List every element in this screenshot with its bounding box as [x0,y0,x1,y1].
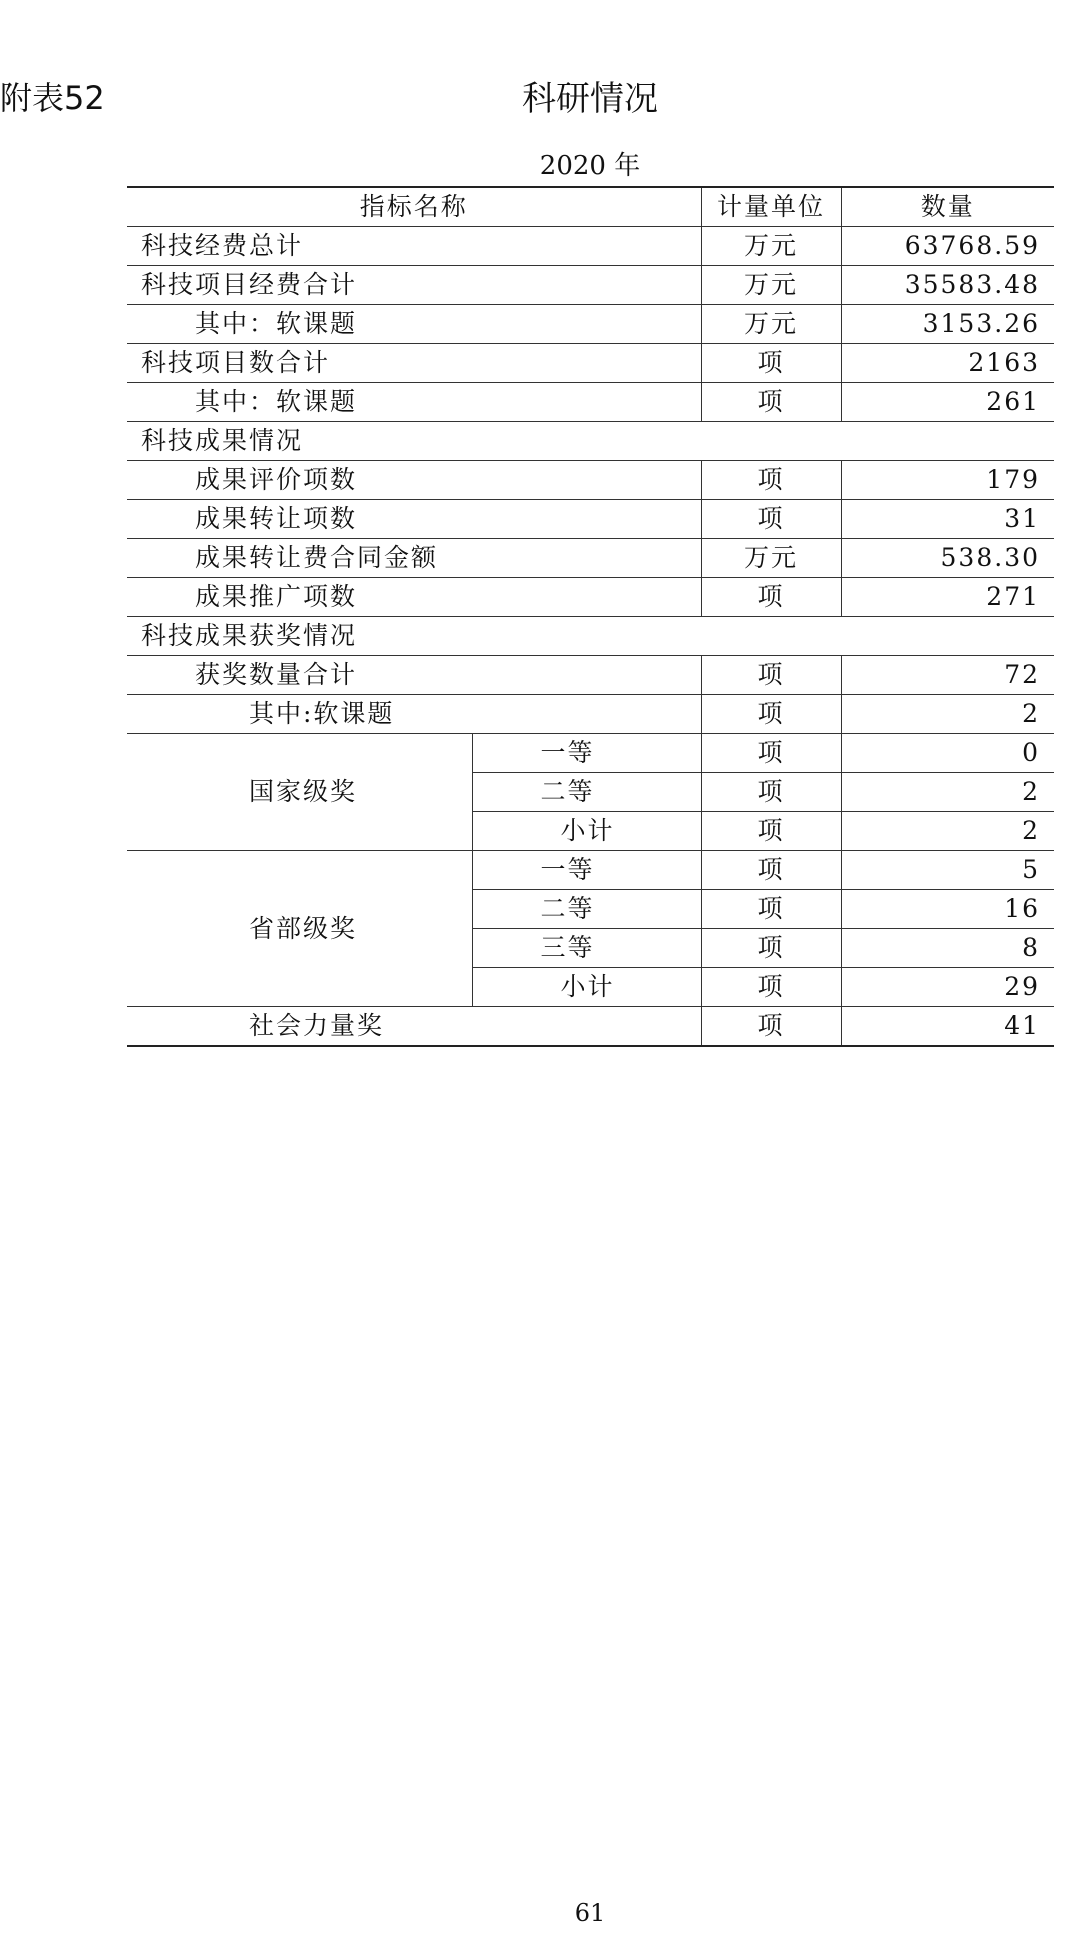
table-row [127,578,1054,617]
section-row [127,422,1054,461]
row-value: 2 [841,773,1054,812]
row-unit: 万元 [701,266,841,305]
row-value: 63768.59 [841,227,1054,266]
row-unit: 项 [701,344,841,383]
table-row [127,695,1054,734]
table-row [127,266,1054,305]
row-value: 179 [841,461,1054,500]
table-row [127,383,1054,422]
row-value: 2 [841,812,1054,851]
group-provincial-award: 省部级奖 [127,851,472,1007]
row-level: 二等 [472,773,701,812]
header-indicator-name: 指标名称 [127,187,701,227]
row-unit: 项 [701,773,841,812]
header-quantity: 数量 [841,187,1054,227]
table-row [127,734,1054,773]
research-stats-table [127,186,1054,1047]
row-level: 二等 [472,890,701,929]
table-row [127,851,1054,890]
row-unit: 项 [701,383,841,422]
row-unit: 项 [701,500,841,539]
row-name: 科技经费总计 [127,227,701,266]
page-number: 61 [574,1899,606,1927]
year-label: 2020 年 [539,151,641,181]
table-row [127,500,1054,539]
row-unit: 万元 [701,305,841,344]
table-row [127,344,1054,383]
row-unit: 项 [701,968,841,1007]
row-value: 261 [841,383,1054,422]
row-unit: 项 [701,890,841,929]
row-name: 获奖数量合计 [127,656,701,695]
row-name: 成果转让费合同金额 [127,539,701,578]
row-name: 成果转让项数 [127,500,701,539]
table-row [127,305,1054,344]
row-unit: 项 [701,812,841,851]
row-name: 其中：软课题 [127,305,701,344]
row-value: 16 [841,890,1054,929]
row-unit: 项 [701,1007,841,1047]
row-level: 三等 [472,929,701,968]
table-row [127,539,1054,578]
section-row [127,617,1054,656]
row-unit: 万元 [701,539,841,578]
row-unit: 项 [701,695,841,734]
row-value: 3153.26 [841,305,1054,344]
table-header-row [127,187,1054,227]
row-value: 538.30 [841,539,1054,578]
row-unit: 项 [701,929,841,968]
row-name: 科技项目经费合计 [127,266,701,305]
row-unit: 项 [701,461,841,500]
row-value: 31 [841,500,1054,539]
row-value: 5 [841,851,1054,890]
row-value: 0 [841,734,1054,773]
row-unit: 项 [701,851,841,890]
section-name: 科技成果情况 [127,422,1054,461]
row-unit: 项 [701,578,841,617]
row-name: 成果评价项数 [127,461,701,500]
row-level: 小计 [472,812,701,851]
page-title: 科研情况 [522,79,658,119]
row-name: 社会力量奖 [127,1007,701,1047]
row-unit: 项 [701,734,841,773]
row-value: 2163 [841,344,1054,383]
row-value: 2 [841,695,1054,734]
row-value: 8 [841,929,1054,968]
table-row [127,656,1054,695]
row-value: 271 [841,578,1054,617]
row-name: 成果推广项数 [127,578,701,617]
table-row [127,227,1054,266]
group-national-award: 国家级奖 [127,734,472,851]
table-label: 附表52 [0,79,105,117]
row-value: 72 [841,656,1054,695]
row-unit: 万元 [701,227,841,266]
row-name: 其中:软课题 [127,695,701,734]
row-value: 29 [841,968,1054,1007]
row-level: 小计 [472,968,701,1007]
row-unit: 项 [701,656,841,695]
row-value: 35583.48 [841,266,1054,305]
table-row [127,1007,1054,1047]
header-unit: 计量单位 [701,187,841,227]
table-row [127,461,1054,500]
section-name: 科技成果获奖情况 [127,617,1054,656]
row-level: 一等 [472,734,701,773]
row-name: 其中：软课题 [127,383,701,422]
row-name: 科技项目数合计 [127,344,701,383]
row-value: 41 [841,1007,1054,1047]
row-level: 一等 [472,851,701,890]
